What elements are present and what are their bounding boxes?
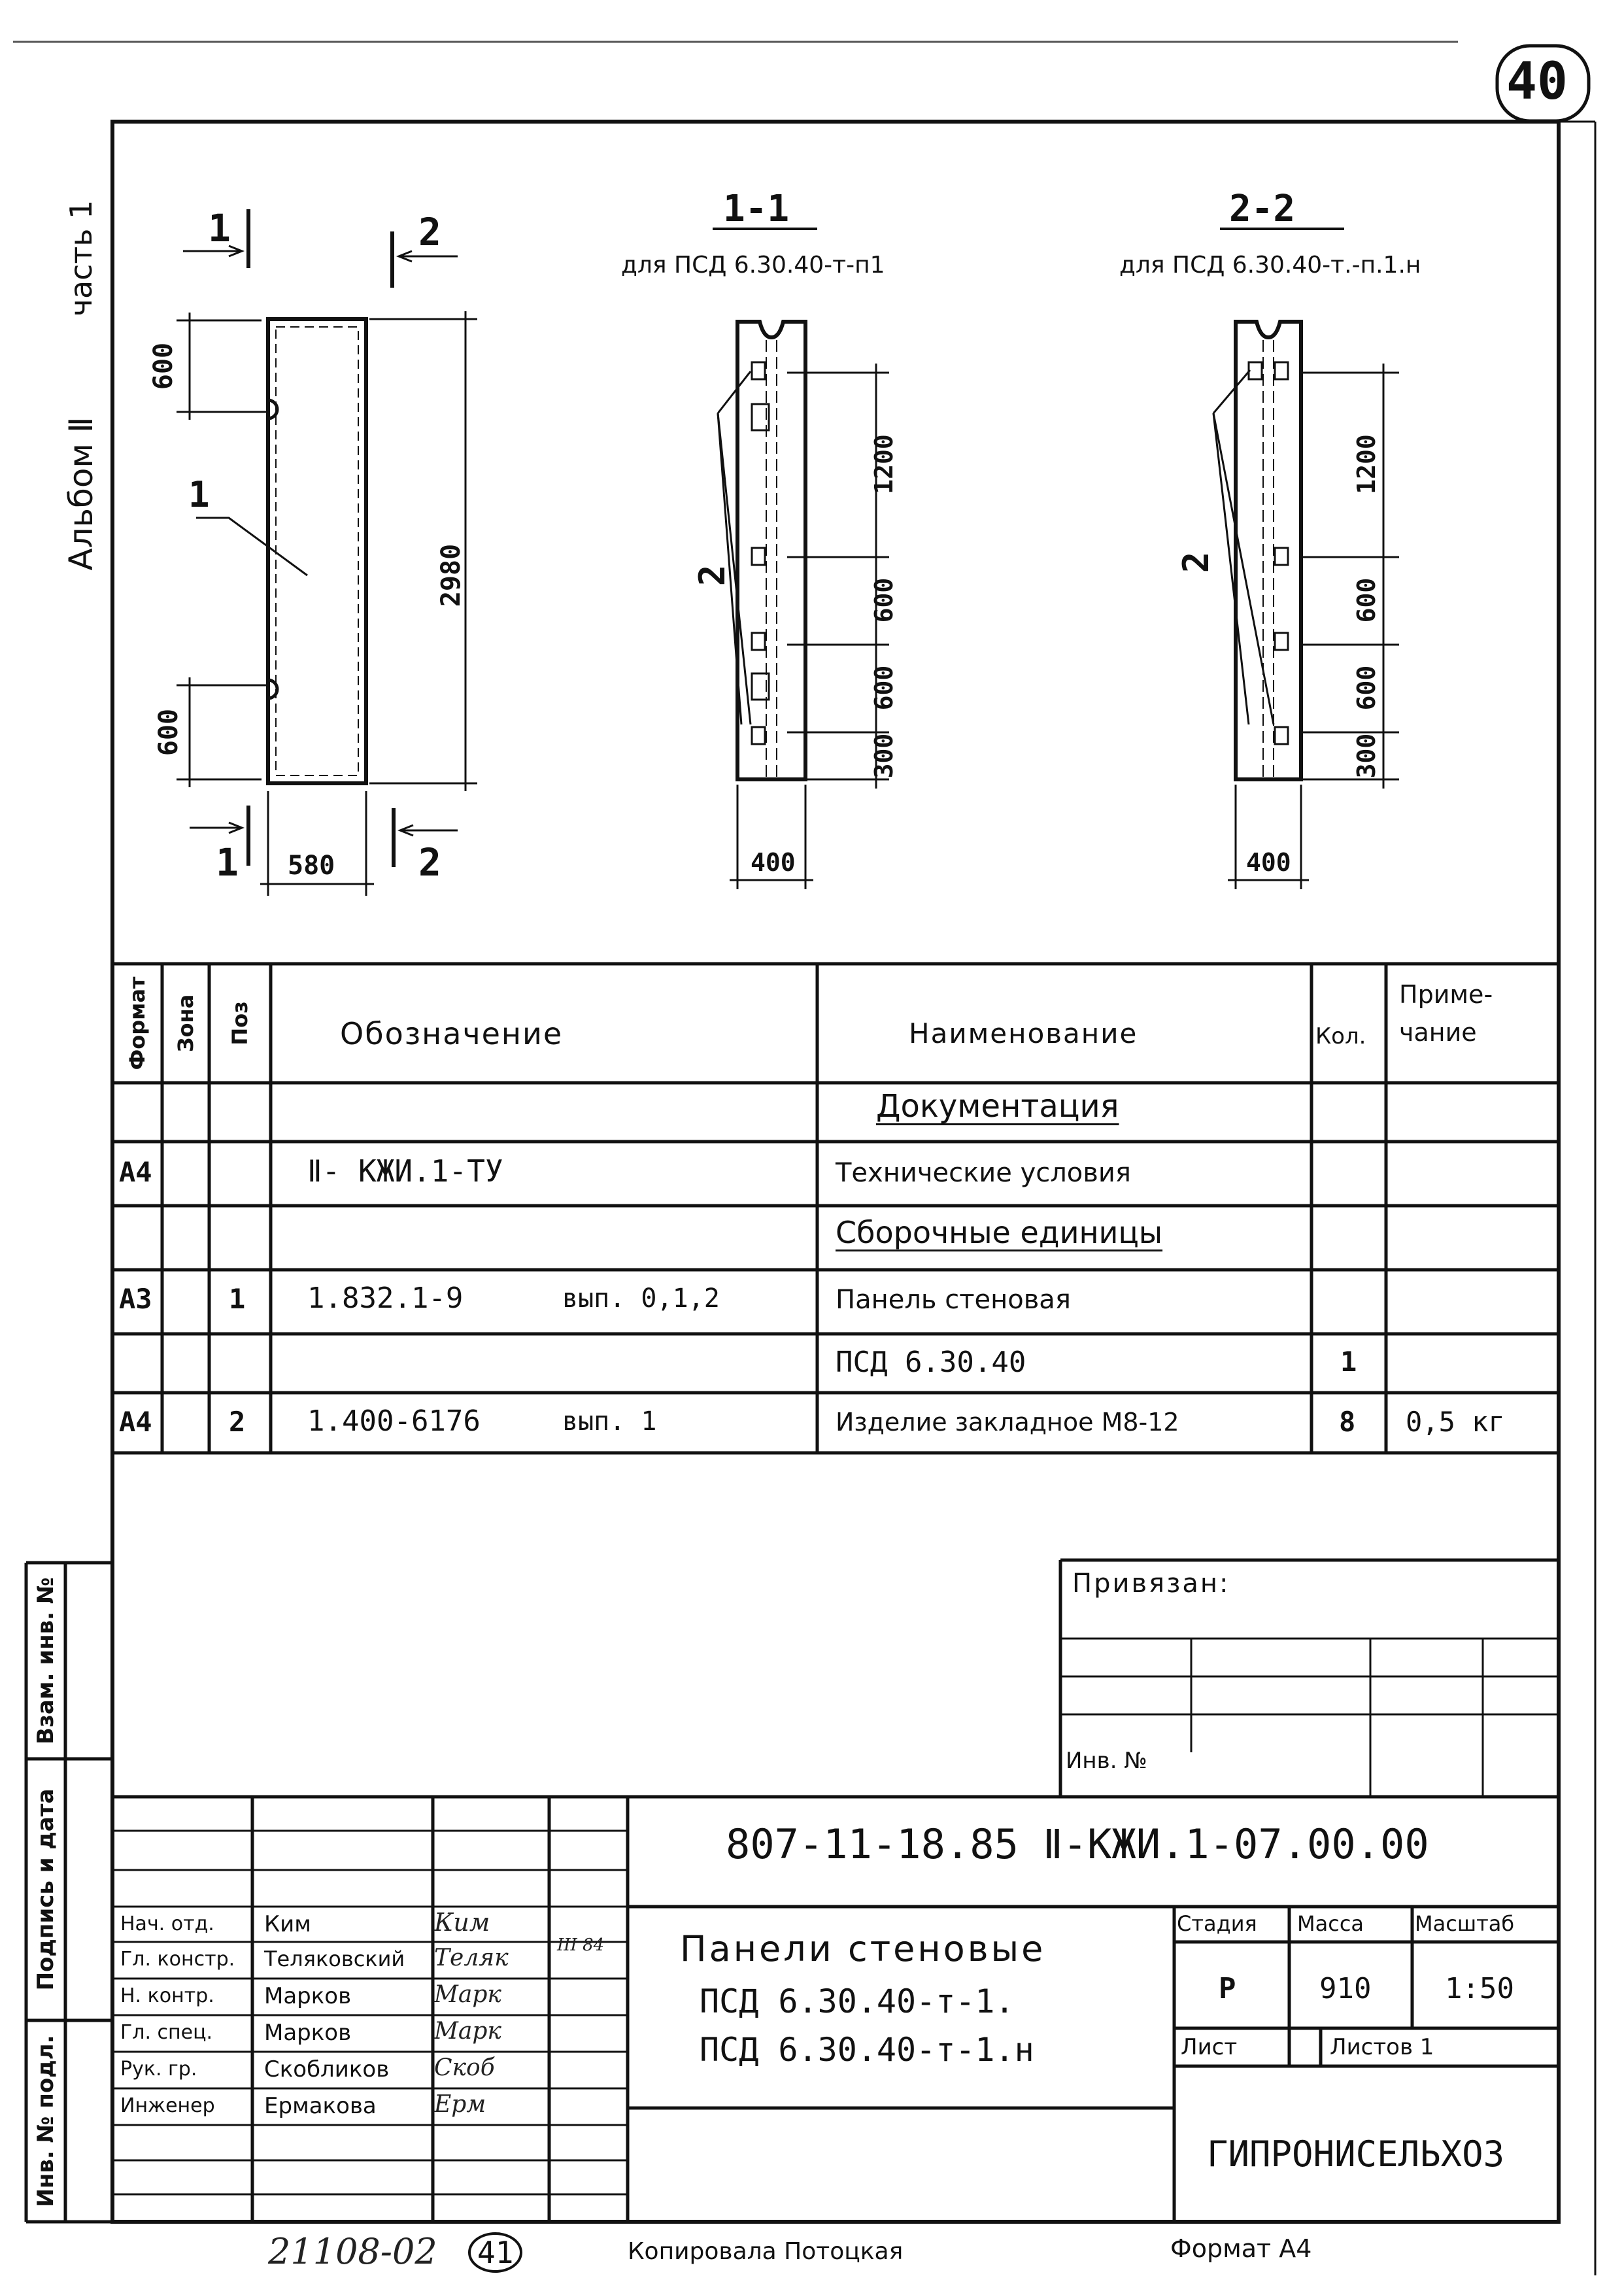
staff-name: Марков: [264, 1983, 352, 2009]
spec-section-documentation: Документация: [876, 1088, 1119, 1125]
footer-format: Формат А4: [1170, 2234, 1312, 2263]
section-1-dim-1200: 1200: [870, 434, 898, 494]
scale-value: 1:50: [1445, 1972, 1514, 2005]
cut-mark-2-top: 2: [418, 210, 441, 254]
staff-signature: Теляк: [434, 1945, 509, 1971]
spec-row-qty: 1: [1340, 1346, 1357, 1378]
sheet-number: 40: [1506, 52, 1568, 111]
staff-signature: Марк: [434, 1981, 501, 2008]
title-line-2: ПСД 6.30.40-т-1.: [700, 1982, 1015, 2020]
spec-row-name: Панель стеновая: [836, 1285, 1071, 1315]
dim-top-600: 600: [148, 342, 178, 390]
spec-row-designation: Ⅱ- КЖИ.1-ТУ: [307, 1153, 503, 1189]
part-label: часть 1: [63, 199, 99, 317]
section-1-dim-600-b: 600: [870, 665, 898, 711]
footer-archive-number: 21108-02: [268, 2231, 437, 2272]
position-1-label: 1: [188, 474, 210, 515]
drawing-code: 807-11-18.85 Ⅱ-КЖИ.1-07.00.00: [726, 1820, 1429, 1868]
dim-bottom-600: 600: [154, 708, 184, 756]
signature-date: III 84: [557, 1935, 605, 1955]
staff-role: Рук. гр.: [120, 2058, 197, 2081]
dim-height-2980: 2980: [436, 543, 466, 607]
spec-row-format: А3: [119, 1283, 152, 1315]
staff-signature: Ким: [434, 1908, 490, 1937]
cut-mark-2-bottom: 2: [418, 840, 441, 885]
spec-header-designation: Обозначение: [340, 1016, 564, 1051]
spec-header-note-line-1: Приме-: [1399, 980, 1493, 1009]
staff-signature: Скоб: [434, 2054, 495, 2081]
staff-role: Гл. спец.: [120, 2021, 213, 2044]
spec-header-note-line-2: чание: [1399, 1018, 1477, 1047]
spec-row-pos: 2: [229, 1406, 246, 1438]
mass-label: Масса: [1297, 1911, 1364, 1936]
spec-row-qty: 8: [1339, 1406, 1356, 1438]
section-1-dim-600-a: 600: [870, 577, 898, 623]
binding-inv-label: Инв. №: [1066, 1748, 1147, 1774]
section-1-dim-400: 400: [751, 848, 796, 877]
spec-row-name: Технические условия: [836, 1158, 1131, 1188]
section-1-position-2: 2: [692, 564, 733, 586]
cut-mark-1-bottom: 1: [216, 840, 239, 885]
stage-value: Р: [1219, 1972, 1236, 2005]
staff-role: Н. контр.: [120, 1984, 214, 2007]
section-2-dim-600-b: 600: [1352, 665, 1381, 711]
section-2-subtitle: для ПСД 6.30.40-т.-п.1.н: [1119, 252, 1421, 279]
staff-role: Нач. отд.: [120, 1912, 214, 1935]
title-line-1: Панели стеновые: [680, 1928, 1046, 1969]
stage-label: Стадия: [1177, 1911, 1257, 1936]
spec-header-qty: Кол.: [1315, 1023, 1366, 1049]
section-2-position-2: 2: [1176, 551, 1217, 573]
staff-name: Ким: [264, 1911, 311, 1937]
mass-value: 910: [1319, 1972, 1372, 2005]
section-2-dim-300: 300: [1352, 733, 1381, 779]
organization-name: ГИПРОНИСЕЛЬХОЗ: [1207, 2134, 1505, 2175]
section-1-title: 1-1: [723, 188, 790, 230]
section-2-dim-600-a: 600: [1352, 577, 1381, 623]
title-line-3: ПСД 6.30.40-т-1.н: [700, 2031, 1034, 2069]
staff-signature: Марк: [434, 2018, 501, 2045]
sheet-label: Лист: [1181, 2034, 1238, 2060]
side-stamp-inv-sub: Взам. инв. №: [33, 1577, 59, 1744]
staff-role: Гл. констр.: [120, 1948, 235, 1971]
section-2-dim-400: 400: [1246, 848, 1291, 877]
cut-mark-1-top: 1: [208, 206, 231, 250]
spec-row-designation: 1.832.1-9: [307, 1282, 464, 1315]
spec-row-format: А4: [119, 1156, 152, 1188]
scale-label: Масштаб: [1415, 1911, 1515, 1936]
section-2-dim-1200: 1200: [1352, 434, 1381, 494]
footer-copied-by: Копировала Потоцкая: [628, 2238, 904, 2265]
side-stamp-sign-date: Подпись и дата: [33, 1788, 59, 1991]
spec-row-designation: 1.400-6176: [307, 1404, 481, 1438]
staff-name: Теляковский: [264, 1946, 405, 1971]
side-stamp-inv-orig: Инв. № подл.: [33, 2035, 59, 2207]
footer-sheet-number: 41: [468, 2232, 522, 2273]
spec-row-issue: вып. 0,1,2: [562, 1284, 720, 1314]
spec-header-name: Наименование: [909, 1017, 1138, 1049]
spec-section-assemblies: Сборочные единицы: [836, 1215, 1163, 1250]
album-label: Альбом Ⅱ: [62, 416, 100, 571]
binding-label: Привязан:: [1072, 1569, 1230, 1599]
staff-name: Марков: [264, 2020, 352, 2046]
spec-row-pos: 1: [229, 1283, 246, 1315]
staff-signature: Ерм: [434, 2091, 486, 2118]
spec-row-name: ПСД 6.30.40: [836, 1346, 1026, 1379]
spec-header-pos: Поз: [228, 1001, 252, 1046]
spec-row-issue: вып. 1: [562, 1406, 657, 1436]
section-1-dim-300: 300: [870, 733, 898, 779]
dim-width-580: 580: [288, 851, 335, 881]
section-1-subtitle: для ПСД 6.30.40-т-п1: [621, 252, 885, 279]
staff-role: Инженер: [120, 2094, 215, 2117]
staff-name: Ермакова: [264, 2093, 377, 2119]
spec-row-format: А4: [119, 1406, 152, 1438]
section-2-title: 2-2: [1229, 188, 1296, 230]
spec-header-zone: Зона: [173, 994, 198, 1053]
sheets-label: Листов 1: [1330, 2034, 1434, 2060]
staff-name: Скобликов: [264, 2056, 390, 2082]
spec-row-name: Изделие закладное М8-12: [836, 1408, 1179, 1436]
spec-header-format: Формат: [125, 976, 150, 1070]
spec-row-note: 0,5 кг: [1406, 1406, 1505, 1438]
